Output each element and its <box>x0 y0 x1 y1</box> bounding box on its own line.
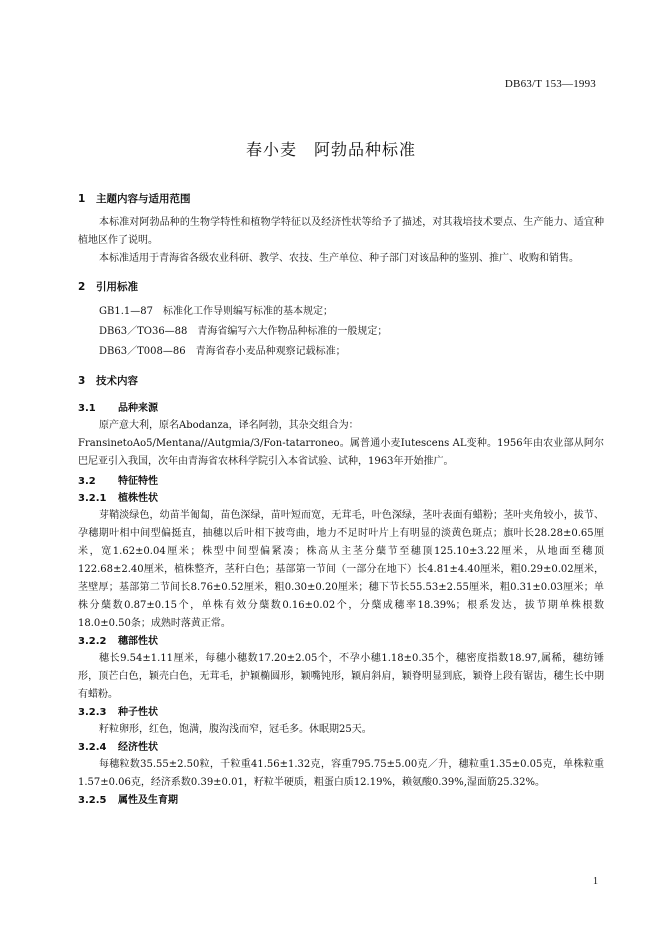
document-code: DB63/T 153—1993 <box>504 78 596 90</box>
paragraph: FransinetoAo5/Mentana//Autgmia/3/Fon-tatarroneo。属普通小麦Iutescens AL变种。1956年由农业部从阿尔巴尼亚引入我国，次年由青海省农林科学院引入本省试验、试种，1963年开始推广。 <box>78 438 604 467</box>
subsection-number: 3.1 <box>78 403 96 414</box>
subsection-heading-3-1 <box>78 400 604 417</box>
section-number: 3 <box>78 375 86 387</box>
subsection-title: 属性及生育期 <box>118 795 178 806</box>
paragraph: 每穗粒数35.55±2.50粒，千粒重41.56±1.32克，容重795.75±5.00克／升，穗粒重1.35±0.05克，单株粒重1.57±0.06克，经济系数0.39±0.01，籽粒半硬质，粗蛋白质12.19%，赖氨酸0.39%,湿面筋25.32%。 <box>78 759 604 788</box>
reference-item: DB63／T008—86 青海省春小麦品种观察记载标准； <box>99 346 346 357</box>
document-body <box>78 190 604 809</box>
document-title: 春小麦 阿勃品种标准 <box>245 140 416 159</box>
section-heading-2 <box>78 278 604 296</box>
section-heading-3 <box>78 372 604 390</box>
subsection-heading-3-2 <box>78 473 604 490</box>
section-number: 1 <box>78 193 86 205</box>
subsection-title: 特征特性 <box>118 476 158 487</box>
paragraph: 原产意大利，原名Abodanza，译名阿勃，其杂交组合为： <box>99 420 359 431</box>
section-heading-1 <box>78 190 604 208</box>
subsection-number: 3.2.3 <box>78 707 107 718</box>
section-title: 主题内容与适用范围 <box>96 193 191 205</box>
section-number: 2 <box>78 281 86 293</box>
paragraph: 穗长9.54±1.11厘米，每穗小穗数17.20±2.05个，不孕小穗1.18±0.35个，穗密度指数18.97,属稀，穗纺锤形，顶芒白色，颖壳白色，无茸毛，护颖椭圆形，颖嘴钝形，颖肩斜肩，颖脊明显到底，颖脊上段有锯齿，穗生长中期有蜡粉。 <box>78 653 604 700</box>
subsection-heading-3-2-2 <box>78 633 604 650</box>
subsection-title: 经济性状 <box>118 742 158 753</box>
subsection-number: 3.2.4 <box>78 742 107 753</box>
subsection-title: 穗部性状 <box>118 636 158 647</box>
subsection-title: 植株性状 <box>118 493 158 504</box>
section-title: 引用标准 <box>96 281 138 293</box>
paragraph: 本标准适用于青海省各级农业科研、教学、农技、生产单位、种子部门对该品种的鉴别、推广、收购和销售。 <box>99 253 579 264</box>
paragraph: 籽粒卵形，红色，饱满，腹沟浅而窄，冠毛多。休眠期25天。 <box>99 724 372 735</box>
paragraph: 芽鞘淡绿色，幼苗半匍匐，苗色深绿，苗叶短而宽，无茸毛，叶色深绿，茎叶表面有蜡粉；茎叶夹角较小，拔节、孕穗期叶相中间型偏挺直，抽穗以后叶相下披弯曲，地力不足时叶片上有明显的淡黄色斑点；旗叶长28.28±0.65厘米，宽1.62±0.04厘米；株型中间型偏紧凑；株高从主茎分蘖节至穗顶125.10±3.22厘米，从地面至穗顶122.68±2.40厘米，植株整齐，茎秆白色；基部第一节间（一部分在地下）长4.81±4.40厘米，粗0.29±0.02厘米，茎壁厚；基部第二节间长8.76±0.52厘米，粗0.30±0.20厘米；穗下节长55.53±2.55厘米，粗0.31±0.03厘米；单株分蘖数0.87±0.15个，单株有效分蘖数0.16±0.02个，分蘖成穗率18.39%；根系发达，拔节期单株根数18.0±0.50条；成熟时落黄正常。 <box>78 510 604 629</box>
subsection-heading-3-2-4 <box>78 739 604 756</box>
subsection-title: 种子性状 <box>118 707 158 718</box>
subsection-number: 3.2.5 <box>78 795 107 806</box>
subsection-title: 品种来源 <box>118 403 158 414</box>
subsection-heading-3-2-1 <box>78 490 604 507</box>
subsection-number: 3.2 <box>78 476 96 487</box>
subsection-number: 3.2.1 <box>78 493 107 504</box>
section-title: 技术内容 <box>96 375 138 387</box>
subsection-number: 3.2.2 <box>78 636 107 647</box>
page-number: 1 <box>593 876 598 887</box>
subsection-heading-3-2-3 <box>78 704 604 721</box>
reference-item: DB63／TO36—88 青海省编写六大作物品种标准的一般规定； <box>99 326 388 337</box>
reference-item: GB1.1—87 标准化工作导则编写标准的基本规定； <box>99 306 333 317</box>
paragraph: 本标准对阿勃品种的生物学特性和植物学特征以及经济性状等给予了描述，对其栽培技术要点、生产能力、适宜种植地区作了说明。 <box>78 217 604 246</box>
subsection-heading-3-2-5 <box>78 792 604 809</box>
